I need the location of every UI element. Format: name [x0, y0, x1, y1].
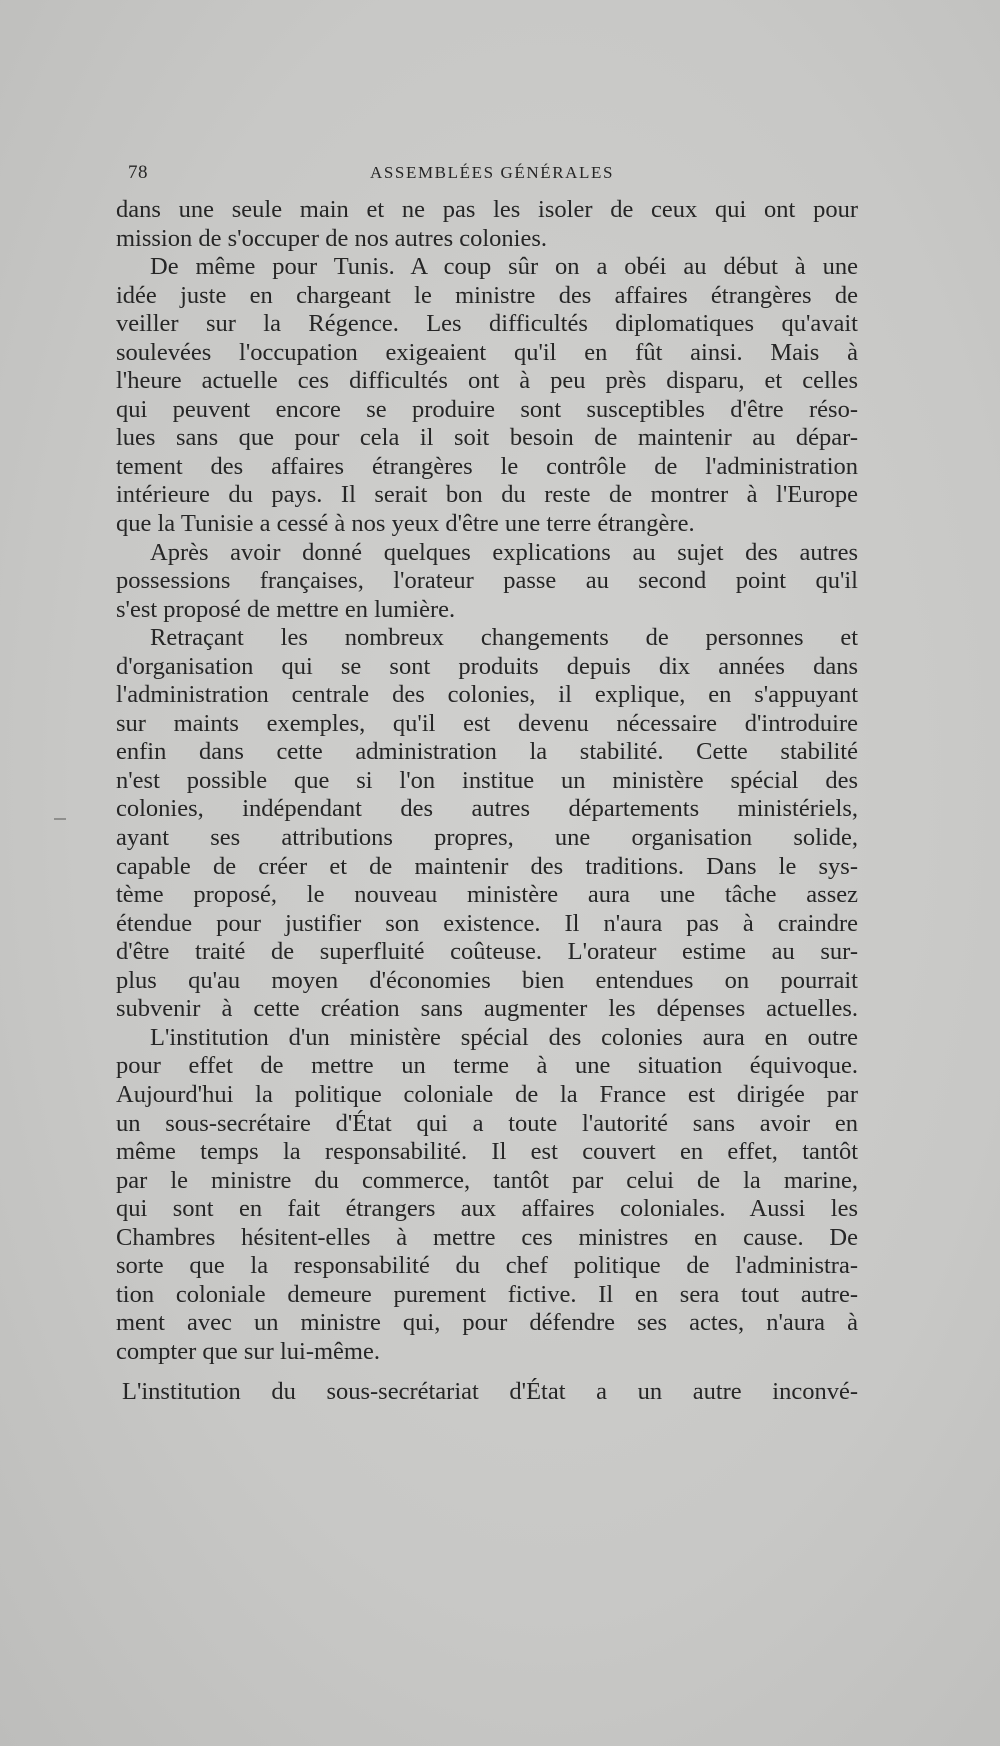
text-line: Chambres hésitent-elles à mettre ces ministres en cause. De: [116, 1223, 858, 1251]
text-line: capable de créer et de maintenir des traditions. Dans le sys-: [116, 852, 858, 880]
paragraph: [116, 253, 858, 538]
text-line: s'est proposé de mettre en lumière.: [116, 595, 456, 623]
text-line: intérieure du pays. Il serait bon du reste de montrer à l'Europe: [116, 481, 858, 509]
text-line: dans une seule main et ne pas les isoler de ceux qui ont pour: [116, 196, 858, 223]
text-line: n'est possible que si l'on institue un ministère spécial des: [116, 766, 858, 794]
text-line: même temps la responsabilité. Il est couvert en effet, tantôt: [116, 1138, 858, 1166]
text-line: enfin dans cette administration la stabilité. Cette stabilité: [116, 738, 858, 766]
text-line: Après avoir donné quelques explications au sujet des autres: [150, 538, 858, 566]
text-line: compter que sur lui-même.: [116, 1337, 380, 1365]
text-line: l'administration centrale des colonies, il explique, en s'appuyant: [116, 681, 858, 709]
paragraph: [116, 1378, 858, 1407]
text-line: par le ministre du commerce, tantôt par celui de la marine,: [116, 1166, 858, 1194]
margin-mark: [54, 818, 66, 820]
text-line: pour effet de mettre un terme à une situation équivoque.: [116, 1052, 858, 1080]
page-number: 78: [128, 162, 148, 183]
text-line: mission de s'occuper de nos autres colonies.: [116, 224, 548, 252]
paragraph: [116, 1024, 858, 1367]
text-line: plus qu'au moyen d'économies bien entendues on pourrait: [116, 966, 858, 994]
paragraph: [116, 624, 858, 1024]
text-line: De même pour Tunis. A coup sûr on a obéi au début à une: [150, 253, 858, 281]
text-line: que la Tunisie a cessé à nos yeux d'être une terre étrangère.: [116, 510, 695, 538]
text-line: Aujourd'hui la politique coloniale de la France est dirigée par: [116, 1080, 858, 1108]
text-line: subvenir à cette création sans augmenter les dépenses actuelles.: [116, 995, 858, 1023]
running-head: [128, 162, 848, 190]
spacer: [116, 1366, 858, 1378]
text-line: sur maints exemples, qu'il est devenu nécessaire d'introduire: [116, 709, 858, 737]
text-line: possessions françaises, l'orateur passe au second point qu'il: [116, 567, 858, 595]
text-line: d'être traité de superfluité coûteuse. L'orateur estime au sur-: [116, 938, 858, 966]
paragraph: [116, 196, 858, 253]
text-line: l'heure actuelle ces difficultés ont à peu près disparu, et celles: [116, 367, 858, 395]
text-line: qui sont en fait étrangers aux affaires coloniales. Aussi les: [116, 1195, 858, 1223]
text-line: qui peuvent encore se produire sont susceptibles d'être réso-: [116, 395, 858, 423]
text-line: colonies, indépendant des autres départements ministériels,: [116, 795, 858, 823]
text-line: d'organisation qui se sont produits depuis dix années dans: [116, 652, 858, 680]
text-line: un sous-secrétaire d'État qui a toute l'autorité sans avoir en: [116, 1109, 858, 1137]
text-line: étendue pour justifier son existence. Il n'aura pas à craindre: [116, 909, 858, 937]
text-line: veiller sur la Régence. Les difficultés diplomatiques qu'avait: [116, 310, 858, 338]
text-line: tème proposé, le nouveau ministère aura une tâche assez: [116, 881, 858, 909]
running-title: ASSEMBLÉES GÉNÉRALES: [370, 163, 615, 182]
text-line: idée juste en chargeant le ministre des affaires étrangères de: [116, 281, 858, 309]
text-line: lues sans que pour cela il soit besoin de maintenir au dépar-: [116, 424, 858, 452]
text-line: soulevées l'occupation exigeaient qu'il en fût ainsi. Mais à: [116, 338, 858, 366]
text-line: L'institution du sous-secrétariat d'État a un autre inconvé-: [122, 1378, 858, 1406]
text-line: sorte que la responsabilité du chef politique de l'administra-: [116, 1252, 858, 1280]
text-line: ment avec un ministre qui, pour défendre ses actes, n'aura à: [116, 1309, 858, 1337]
body-text: [116, 196, 858, 1407]
text-line: Retraçant les nombreux changements de personnes et: [150, 624, 858, 652]
paragraph: [116, 539, 858, 625]
text-line: ayant ses attributions propres, une organisation solide,: [116, 824, 858, 852]
text-line: L'institution d'un ministère spécial des colonies aura en outre: [150, 1023, 858, 1051]
text-line: tement des affaires étrangères le contrôle de l'administration: [116, 452, 858, 480]
text-line: tion coloniale demeure purement fictive. Il en sera tout autre-: [116, 1280, 858, 1308]
